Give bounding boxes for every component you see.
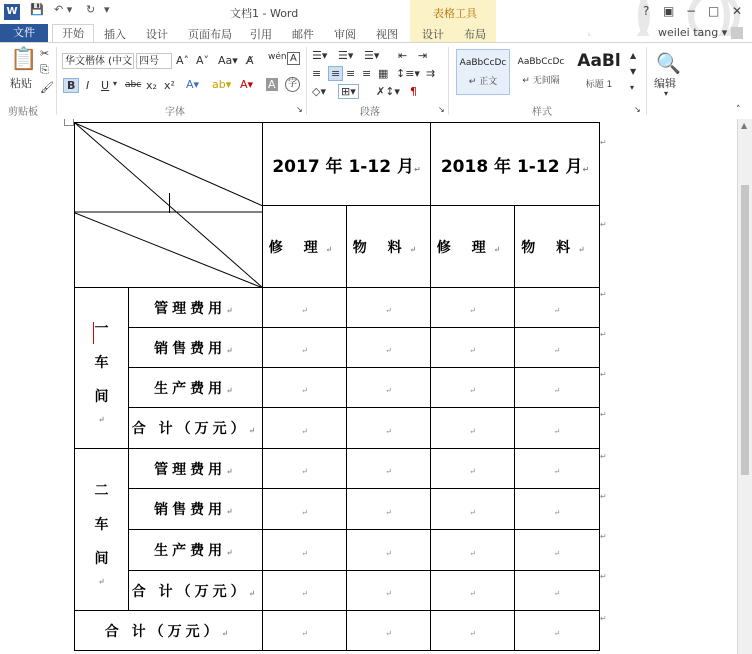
paste-icon[interactable]: 📋 (10, 47, 38, 72)
paragraph-mark: ↵ (385, 589, 392, 598)
user-account[interactable]: weilei tang ▾ (658, 26, 743, 39)
paragraph-mark: ↵ (553, 426, 561, 436)
expense-table (74, 122, 600, 651)
multilevel-list-icon[interactable]: ☰▾ (364, 49, 380, 62)
word-app-icon[interactable]: W (4, 4, 20, 20)
style-normal-name: ↵ 正文 (468, 77, 498, 87)
data-cell[interactable] (347, 449, 431, 489)
data-cell[interactable] (263, 288, 347, 328)
table-tools-label: 表格工具 (433, 7, 477, 20)
row-label-cell[interactable] (129, 449, 263, 489)
paragraph-mark: ↵ (301, 467, 308, 476)
ribbon-display-button[interactable]: ▣ (663, 4, 675, 18)
ribbon-tabs (0, 24, 752, 42)
paragraph-mark: ↵ (413, 164, 421, 174)
line-spacing-icon[interactable]: ↕≡▾ (396, 67, 420, 80)
workshop-char: 一 (94, 321, 109, 337)
data-cell[interactable] (515, 368, 600, 408)
workshop-1-cell[interactable] (75, 288, 129, 449)
style-no-spacing[interactable] (514, 49, 568, 95)
change-case-icon[interactable]: Aa▾ (218, 54, 238, 67)
char-shading-icon[interactable]: A (268, 78, 276, 91)
ribbon (0, 42, 752, 120)
shrink-font-icon[interactable]: A˅ (196, 54, 210, 67)
paragraph-mark: ↵ (301, 507, 308, 517)
paragraph-mark: ↵ (578, 243, 593, 254)
data-cell[interactable] (347, 328, 431, 368)
styles-dialog-launcher-icon[interactable]: ↘ (634, 105, 641, 114)
workshop-char: 二 (94, 482, 109, 499)
style-normal-preview: AaBbCcDc (459, 58, 507, 68)
sub-header-cell[interactable] (347, 206, 431, 288)
style-heading-1-preview: AaBl (577, 51, 621, 71)
year-header-2018[interactable] (431, 123, 600, 206)
sub-header-text: 物 料 (521, 239, 579, 256)
close-button[interactable]: ✕ (732, 4, 743, 18)
tab-insert[interactable]: 插入 (104, 28, 126, 41)
row-label-cell[interactable] (129, 530, 263, 571)
paragraph-mark: ↵ (248, 425, 260, 435)
workshop-char: 车 (94, 355, 109, 371)
workshop-char: 间 (94, 550, 109, 567)
row-label-text: 管理费用 (154, 300, 227, 317)
sub-header-cell[interactable] (515, 206, 600, 288)
paragraph-mark: ↵ (469, 426, 476, 436)
sub-header-text: 修 理 (268, 239, 326, 256)
data-cell[interactable] (263, 611, 347, 651)
superscript-button[interactable]: x² (164, 79, 175, 92)
style-heading-1-name: 标题 1 (585, 80, 613, 90)
paragraph-mark: ↵ (301, 629, 308, 638)
end-of-row-mark: ↵ (600, 572, 607, 581)
redo-icon[interactable]: ↻ (86, 3, 96, 16)
row-label-text: 销售费用 (154, 502, 227, 518)
data-cell[interactable] (515, 611, 600, 651)
paragraph-mark: ↵ (469, 548, 476, 558)
row-label-cell[interactable] (129, 408, 263, 449)
tab-view[interactable]: 视图 (376, 28, 398, 41)
paragraph-mark: ↵ (385, 346, 392, 355)
data-cell[interactable] (431, 530, 515, 571)
group-divider (448, 47, 449, 115)
styles-group-label: 样式 (532, 107, 552, 118)
align-left-icon[interactable]: ≡ (312, 67, 322, 80)
strikethrough-button[interactable]: abc (125, 80, 142, 90)
paragraph-mark: ↵ (493, 243, 509, 254)
avatar (731, 27, 743, 39)
data-cell[interactable] (347, 611, 431, 651)
tab-mailings[interactable]: 邮件 (292, 28, 314, 41)
editing-icon[interactable]: 🔍 (656, 51, 681, 75)
copy-icon[interactable]: ⎘ (40, 63, 49, 76)
data-cell[interactable] (347, 571, 431, 611)
justify-icon[interactable]: ≡ (362, 67, 372, 80)
increase-indent-icon[interactable]: ⇥ (418, 49, 428, 62)
paragraph-mark: ↵ (301, 306, 308, 315)
paragraph-mark: ↵ (469, 467, 476, 476)
sub-header-text: 物 料 (352, 239, 410, 256)
tab-review[interactable]: 审阅 (334, 28, 356, 41)
row-label-text: 生产费用 (154, 380, 227, 397)
spelling-mark (93, 322, 94, 344)
shading-icon[interactable]: ◇▾ (312, 85, 326, 98)
paragraph-mark: ↵ (469, 507, 476, 517)
text-effects-icon[interactable]: A▾ (186, 78, 200, 91)
paragraph-mark: ↵ (553, 386, 561, 395)
group-divider (306, 47, 307, 115)
data-cell[interactable] (431, 489, 515, 530)
sub-header-cell[interactable] (431, 206, 515, 288)
workshop-char: 车 (94, 516, 109, 533)
font-color-icon[interactable]: A▾ (240, 78, 254, 91)
table-move-handle[interactable] (64, 119, 74, 126)
paragraph-mark: ↵ (221, 627, 233, 638)
bullets-icon[interactable]: ☰▾ (312, 49, 328, 62)
scrollbar-thumb[interactable] (741, 185, 749, 475)
collapse-ribbon-icon[interactable]: ˄ (736, 105, 741, 115)
customize-qat-icon[interactable]: ▾ (104, 3, 110, 16)
paragraph-mark: ↵ (582, 164, 590, 174)
data-cell[interactable] (263, 368, 347, 408)
paragraph-mark: ↵ (301, 548, 308, 558)
sort-icon[interactable]: ✗↕▾ (376, 85, 400, 98)
row-label-cell[interactable] (129, 368, 263, 408)
paragraph-mark: ↵ (385, 306, 392, 315)
align-right-icon[interactable]: ≡ (346, 67, 356, 80)
font-group-label: 字体 (165, 107, 185, 118)
year-header-text: 2017 年 1-12 月 (272, 156, 414, 177)
data-cell[interactable] (263, 408, 347, 449)
end-of-row-mark: ↵ (600, 290, 607, 299)
chinese-layout-icon[interactable]: ⇉ (426, 67, 436, 80)
data-cell[interactable] (431, 408, 515, 449)
subscript-button[interactable]: x₂ (146, 79, 157, 92)
data-cell[interactable] (347, 489, 431, 530)
clipboard-group-label: 剪贴板 (8, 107, 38, 118)
style-no-spacing-preview: AaBbCcDc (517, 57, 565, 67)
paragraph-mark: ↵ (553, 306, 561, 315)
tab-file[interactable]: 文件 (0, 24, 48, 42)
paragraph-mark: ↵ (553, 346, 561, 355)
highlight-icon[interactable]: ab▾ (212, 78, 232, 91)
format-painter-icon[interactable]: 🖌 (40, 81, 54, 94)
row-label-cell[interactable] (129, 328, 263, 368)
style-normal[interactable] (456, 49, 510, 95)
editing-button[interactable]: 编辑 (654, 77, 676, 90)
enclose-char-icon[interactable]: 字 (285, 77, 300, 92)
font-name-value: 华文楷体 (中文 (65, 56, 133, 67)
styles-scroll-down-icon[interactable]: ▼ (630, 67, 637, 76)
data-cell[interactable] (515, 571, 600, 611)
tab-references[interactable]: 引用 (250, 28, 272, 41)
paragraph-mark: ↵ (553, 467, 561, 476)
user-name: weilei tang (658, 26, 719, 39)
total-label-text: 合 计（万元） (104, 623, 222, 640)
paragraph-mark: ↵ (98, 575, 105, 586)
end-of-row-mark: ↵ (600, 492, 607, 501)
save-icon[interactable]: 💾 (30, 3, 44, 16)
cut-icon[interactable]: ✂ (40, 47, 50, 60)
undo-icon[interactable]: ↶ ▾ (54, 3, 73, 16)
help-button[interactable]: ? (643, 4, 650, 18)
data-cell[interactable] (431, 449, 515, 489)
paragraph-mark: ↵ (226, 384, 237, 395)
paragraph-mark: ↵ (301, 346, 308, 355)
text-cursor (169, 193, 170, 213)
italic-button[interactable]: I (86, 79, 90, 92)
data-cell[interactable] (263, 530, 347, 571)
paragraph-mark: ↵ (98, 414, 105, 424)
paragraph-mark: ↵ (553, 507, 561, 517)
align-center-icon[interactable]: ≡ (328, 66, 343, 81)
end-of-row-mark: ↵ (600, 220, 607, 229)
tab-page-layout[interactable]: 页面布局 (188, 28, 232, 41)
underline-button[interactable]: U (101, 79, 110, 92)
paragraph-mark: ↵ (385, 467, 392, 476)
end-of-row-mark: ↵ (600, 138, 607, 147)
maximize-button[interactable]: □ (708, 4, 720, 18)
data-cell[interactable] (515, 328, 600, 368)
end-of-row-mark: ↵ (600, 410, 607, 419)
style-no-spacing-name: ↵ 无间隔 (522, 76, 560, 86)
paragraph-mark: ↵ (385, 507, 392, 517)
font-size-combo[interactable] (136, 53, 172, 69)
paragraph-dialog-launcher-icon[interactable]: ↘ (438, 105, 445, 114)
data-cell[interactable] (431, 328, 515, 368)
data-cell[interactable] (263, 489, 347, 530)
row-label-cell[interactable] (129, 571, 263, 611)
paragraph-mark: ↵ (469, 346, 476, 355)
data-cell[interactable] (347, 288, 431, 328)
title-bar (0, 0, 752, 24)
sub-header-text: 修 理 (436, 239, 494, 256)
tab-design[interactable]: 设计 (146, 28, 168, 41)
paragraph-mark: ↵ (385, 426, 392, 436)
end-of-row-mark: ↵ (600, 532, 607, 541)
total-label-cell[interactable] (75, 611, 263, 651)
paragraph-mark: ↵ (553, 629, 561, 638)
data-cell[interactable] (347, 530, 431, 571)
paragraph-mark: ↵ (385, 629, 392, 638)
group-divider (56, 47, 57, 115)
bold-button[interactable]: B (63, 78, 79, 93)
paragraph-mark: ↵ (301, 426, 308, 436)
font-name-combo[interactable] (62, 53, 134, 69)
tab-home[interactable]: 开始 (52, 24, 94, 43)
row-label-cell[interactable] (129, 489, 263, 530)
font-dialog-launcher-icon[interactable]: ↘ (296, 105, 303, 114)
decrease-indent-icon[interactable]: ⇤ (398, 49, 408, 62)
paragraph-mark: ↵ (553, 589, 561, 598)
minimize-button[interactable]: − (686, 4, 697, 18)
paragraph-mark: ↵ (469, 589, 476, 598)
data-cell[interactable] (515, 449, 600, 489)
data-cell[interactable] (515, 530, 600, 571)
row-label-text: 合 计（万元） (131, 583, 249, 600)
year-header-2017[interactable] (263, 123, 431, 206)
paragraph-mark: ↵ (301, 386, 308, 395)
data-cell[interactable] (263, 328, 347, 368)
workshop-2-cell[interactable] (75, 449, 129, 611)
end-of-row-mark: ↵ (600, 452, 607, 461)
row-label-text: 合 计（万元） (131, 421, 249, 437)
tab-table-design[interactable]: 设计 (422, 28, 444, 41)
paragraph-mark: ↵ (226, 506, 237, 516)
data-cell[interactable] (263, 571, 347, 611)
show-formatting-icon[interactable]: ¶ (410, 85, 417, 98)
font-size-value: 四号 (139, 56, 159, 67)
styles-scroll-up-icon[interactable]: ▲ (630, 51, 637, 60)
paste-button[interactable]: 粘贴 (10, 77, 32, 90)
numbering-icon[interactable]: ☰▾ (338, 49, 354, 62)
end-of-row-mark: ↵ (600, 370, 607, 379)
document-title: 文档1 - Word (230, 7, 299, 20)
data-cell[interactable] (431, 368, 515, 408)
end-of-row-mark: ↵ (600, 330, 607, 339)
workshop-char: 间 (94, 389, 109, 405)
row-label-text: 销售费用 (154, 340, 227, 357)
borders-icon[interactable]: ⊞▾ (338, 84, 359, 99)
row-label-text: 管理费用 (154, 461, 227, 478)
row-label-text: 生产费用 (154, 543, 227, 559)
paragraph-mark: ↵ (469, 306, 476, 315)
data-cell[interactable] (515, 489, 600, 530)
paragraph-mark: ↵ (385, 386, 392, 395)
scroll-up-arrow-icon[interactable]: ▲ (741, 121, 748, 130)
distributed-icon[interactable]: ▦ (378, 67, 389, 80)
paragraph-mark: ↵ (385, 548, 392, 558)
style-heading-1[interactable] (572, 49, 626, 95)
data-cell[interactable] (431, 288, 515, 328)
clear-format-icon[interactable]: A̸ (246, 54, 254, 67)
underline-dropdown-icon[interactable]: ▾ (113, 79, 118, 88)
paragraph-mark: ↵ (226, 344, 237, 355)
char-border-icon[interactable]: A (287, 52, 300, 65)
paragraph-mark: ↵ (248, 587, 260, 598)
vertical-scrollbar[interactable] (737, 119, 752, 654)
editing-dropdown-icon[interactable]: ▾ (664, 89, 669, 98)
paragraph-mark: ↵ (226, 304, 237, 315)
data-cell[interactable] (515, 408, 600, 449)
paragraph-group-label: 段落 (360, 107, 380, 118)
sub-header-cell[interactable] (263, 206, 347, 288)
row-label-cell[interactable] (129, 288, 263, 328)
data-cell[interactable] (515, 288, 600, 328)
data-cell[interactable] (347, 408, 431, 449)
styles-more-icon[interactable]: ▾ (630, 83, 635, 92)
paragraph-mark: ↵ (325, 243, 341, 254)
phonetic-guide-icon[interactable]: wén (268, 52, 287, 62)
year-header-text: 2018 年 1-12 月 (440, 156, 583, 177)
paragraph-mark: ↵ (409, 243, 425, 254)
paragraph-mark: ↵ (553, 548, 561, 558)
data-cell[interactable] (263, 449, 347, 489)
paragraph-mark: ↵ (226, 547, 237, 557)
paragraph-mark: ↵ (226, 465, 237, 476)
group-divider (646, 47, 647, 115)
grow-font-icon[interactable]: A˄ (176, 54, 190, 67)
paragraph-mark: ↵ (301, 589, 308, 598)
end-of-row-mark: ↵ (600, 614, 607, 623)
paragraph-mark: ↵ (469, 386, 476, 395)
data-cell[interactable] (431, 611, 515, 651)
data-cell[interactable] (347, 368, 431, 408)
tab-table-layout[interactable]: 布局 (464, 28, 486, 41)
paragraph-mark: ↵ (469, 629, 476, 638)
data-cell[interactable] (431, 571, 515, 611)
